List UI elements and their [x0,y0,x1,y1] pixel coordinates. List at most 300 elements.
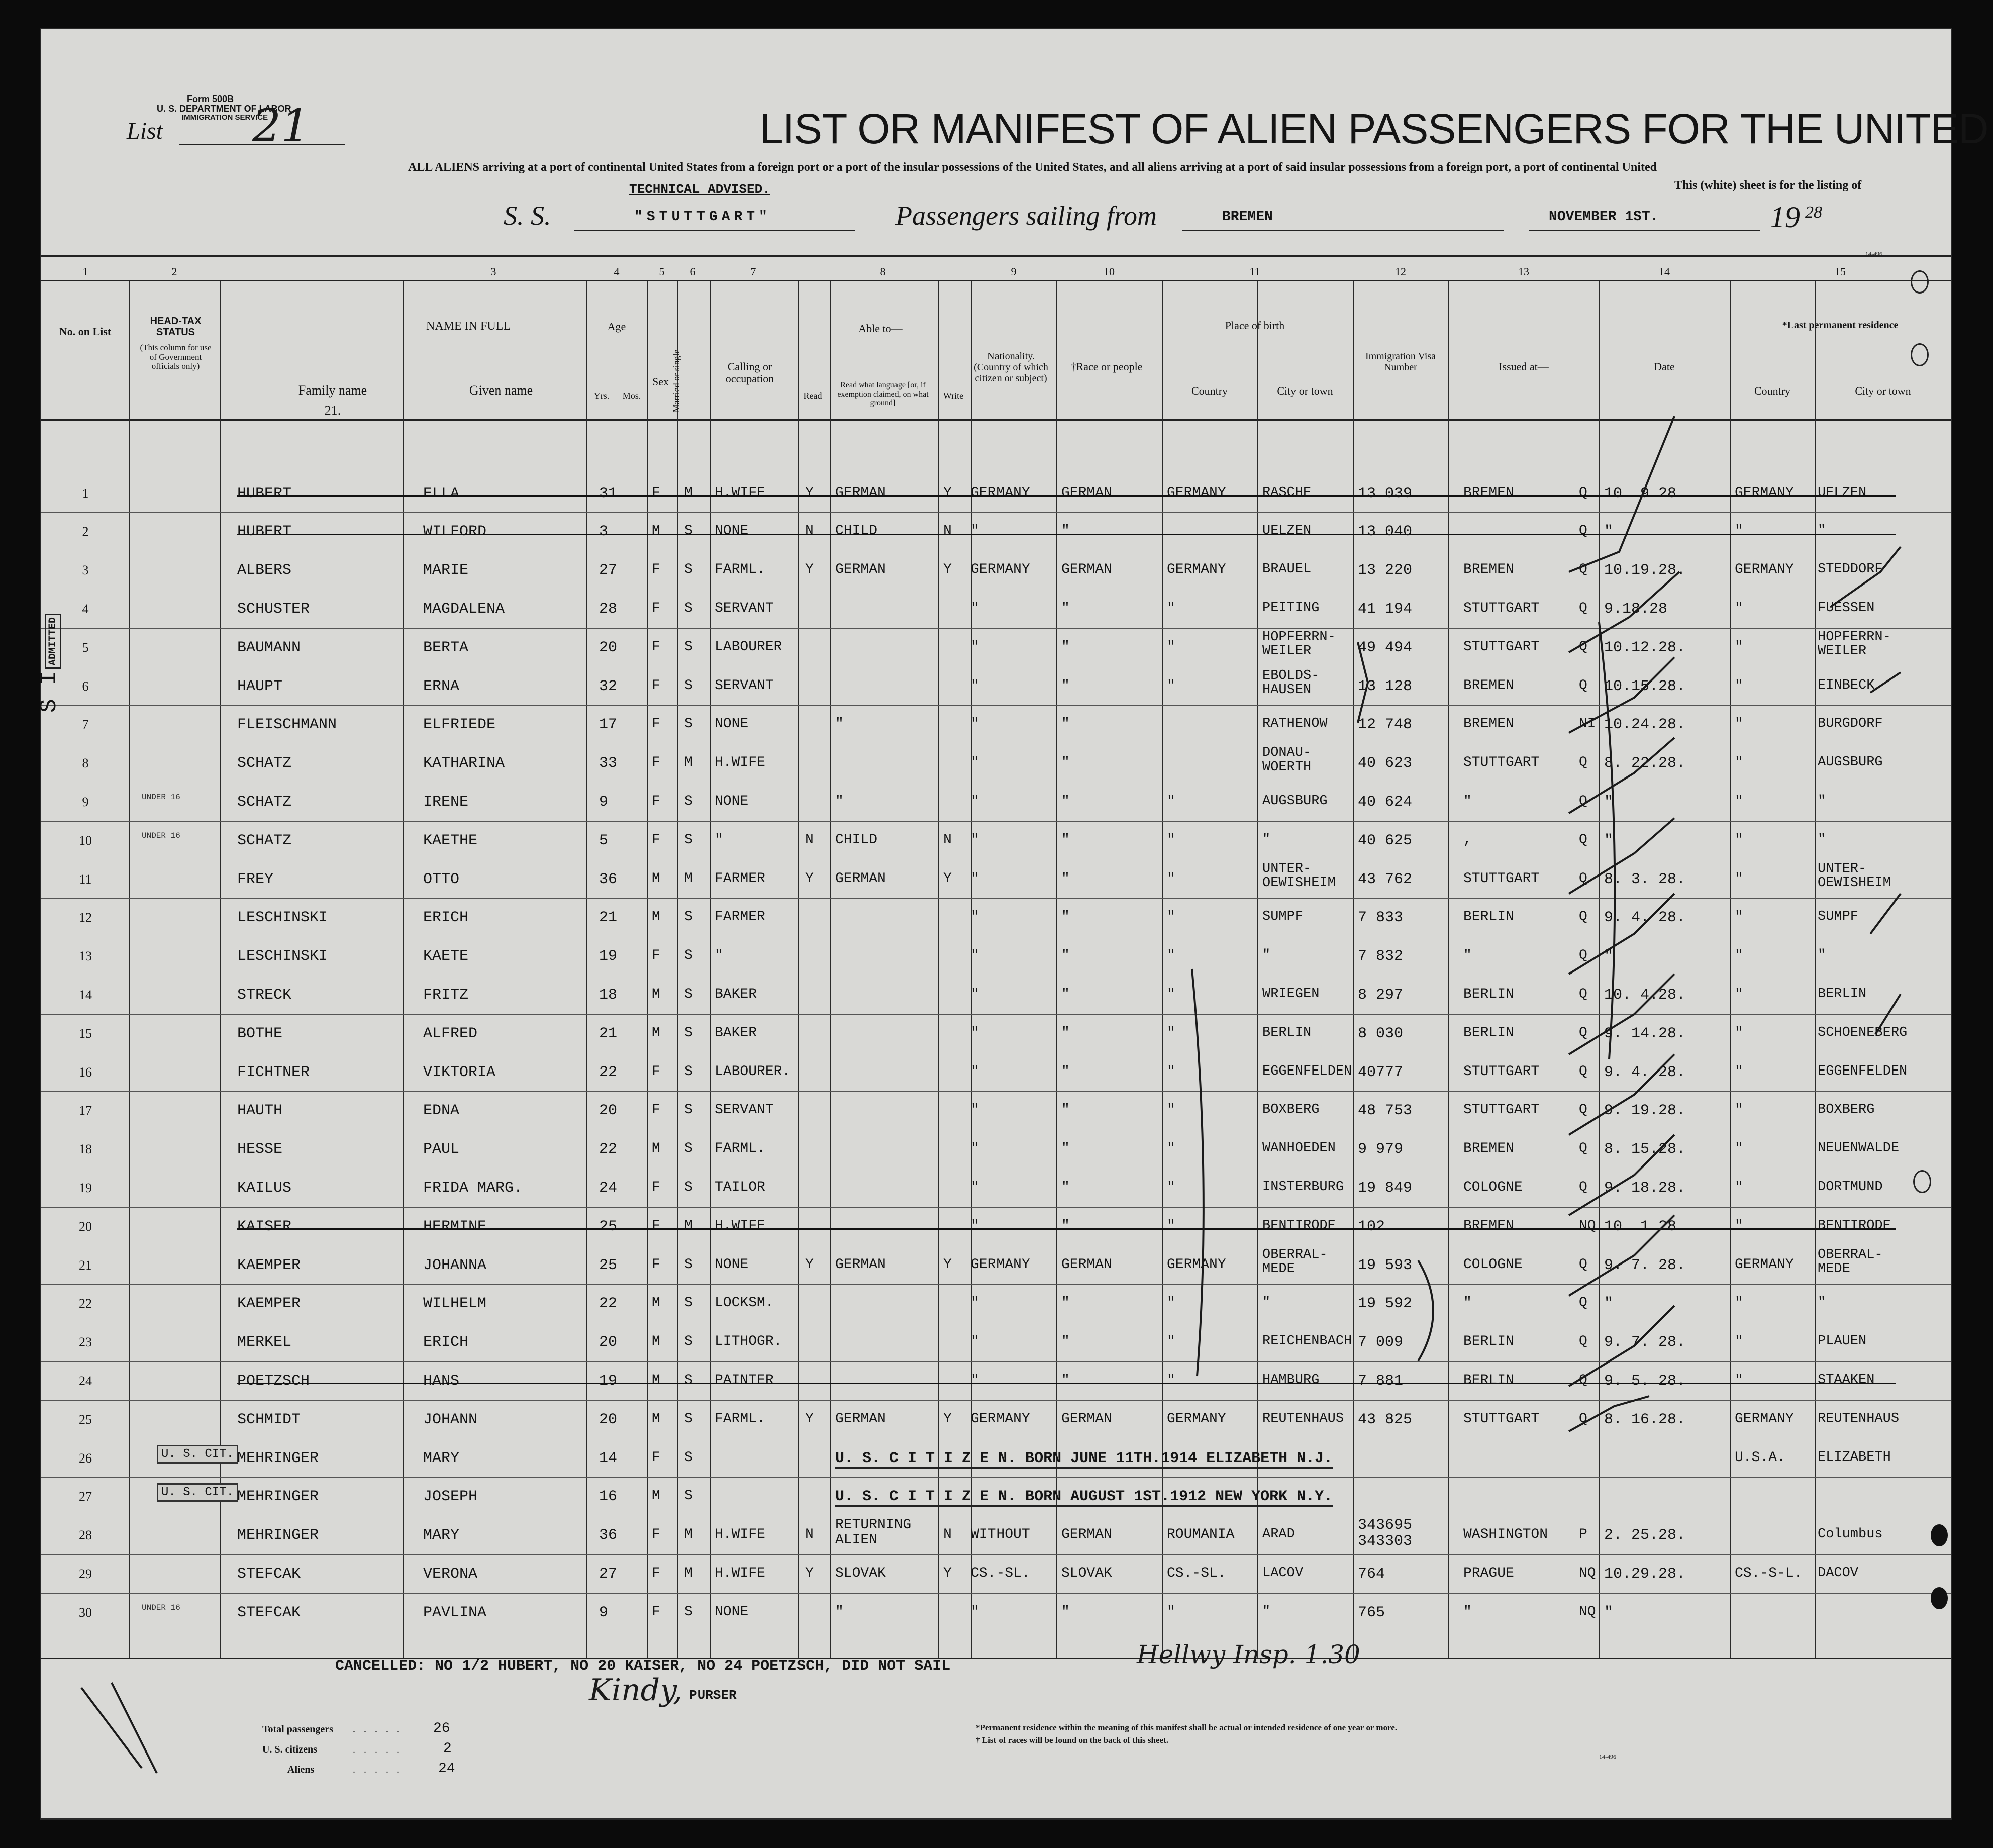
year-suffix: 28 [1805,203,1822,222]
cell-ms: S [684,639,693,655]
cell-ms: S [684,677,693,694]
cell-rcity: DORTMUND [1818,1180,1883,1195]
cell-age: 22 [599,1141,618,1158]
cell-family: ALBERS [237,562,292,579]
cell-visa: 8 030 [1358,1025,1404,1042]
cell-bcity: HAMBURG [1262,1373,1320,1388]
cell-family: STEFCAK [237,1604,301,1621]
cell-q: Q [1579,794,1587,809]
cell-visa: 7 881 [1358,1373,1404,1390]
cell-given: PAUL [423,1141,460,1158]
row-number: 18 [79,1142,92,1157]
cell-family: POETZSCH [237,1373,310,1390]
cell-date: 10. 1.28. [1604,1218,1686,1235]
cell-sex: F [652,601,660,616]
cell-nat: " [971,832,979,848]
cell-occ: " [715,832,723,848]
header-birth-city: City or town [1277,384,1333,397]
cell-date: 10.15.28. [1604,677,1686,695]
cell-bcountry: GERMANY [1167,1256,1226,1273]
column-number: 6 [690,265,696,278]
cell-rcountry: " [1735,1334,1743,1350]
cell-issued: STUTTGART [1463,870,1540,887]
cell-nat: " [971,523,979,539]
cell-issued: BERLIN [1463,1025,1514,1041]
cell-q: Q [1579,1102,1587,1118]
cell-visa: 19 592 [1358,1295,1413,1313]
cell-bcity: " [1262,1295,1271,1311]
cell-issued: " [1463,948,1472,964]
cell-age: 24 [599,1180,618,1197]
cell-rcity: " [1818,1295,1826,1311]
cell-ms: S [684,1256,693,1273]
cell-issued: BREMEN [1463,484,1514,501]
cell-rcity: SUMPF [1818,909,1859,925]
cell-sex: F [652,1063,660,1080]
cell-visa: 765 [1358,1604,1385,1621]
cell-nat: WITHOUT [971,1527,1030,1543]
cell-sex: M [652,1373,660,1388]
header-race: †Race or people [1070,360,1143,373]
cell-read: Y [805,484,814,501]
cell-visa: 48 753 [1358,1102,1413,1120]
cell-issued: WASHINGTON [1463,1527,1548,1543]
cell-family: HESSE [237,1141,283,1158]
column-number: 15 [1835,265,1846,278]
long-line-date [1599,622,1615,1059]
cell-family: LESCHINSKI [237,948,328,965]
subtitle-line-2: This (white) sheet is for the listing of [1674,179,1862,192]
cell-rcountry: " [1735,755,1743,771]
cell-race: GERMAN [1061,1527,1112,1543]
cell-date: " [1604,794,1614,811]
cell-age: 14 [599,1449,618,1467]
row-number: 20 [79,1219,92,1234]
cell-race: " [1061,639,1070,655]
row-number: 5 [82,640,89,655]
cell-issued: BREMEN [1463,1218,1514,1234]
cell-given: WILFORD [423,523,487,541]
check-stroke-10 [1569,1215,1674,1296]
cell-age: 19 [599,948,618,965]
cell-occ: LOCKSM. [715,1295,774,1311]
total-passengers-label: Total passengers [262,1724,333,1735]
cell-family: SCHATZ [237,794,292,811]
cell-ms: M [684,755,693,771]
header-calling: Calling or occupation [725,360,774,385]
cell-rcity: SCHOENEBERG [1818,1025,1908,1040]
cell-ms: S [684,832,693,848]
header-birth-country: Country [1191,384,1228,397]
aliens-value: 24 [438,1761,455,1777]
cell-bcity: BRAUEL [1262,562,1312,577]
cell-ms: S [684,1334,693,1350]
cell-rcountry: GERMANY [1735,562,1794,578]
cell-family: SCHATZ [237,755,292,772]
cell-sex: M [652,1025,660,1041]
cell-ms: S [684,794,693,809]
cell-family: KAEMPER [237,1295,301,1313]
cell-date: 9. 7. 28. [1604,1334,1686,1351]
cell-nat: GERMANY [971,484,1030,501]
cell-issued: STUTTGART [1463,601,1540,616]
row-number: 24 [79,1374,92,1388]
cell-given: ERNA [423,677,460,695]
cell-date: 8. 15.28. [1604,1141,1686,1158]
cell-bcity: ARAD [1262,1527,1295,1542]
header-family-name: Family name [298,383,367,398]
column-number: 12 [1395,265,1406,278]
cell-ms: S [684,1141,693,1157]
cell-rcountry: " [1735,1180,1743,1195]
cell-tax: UNDER 16 [142,793,180,802]
cell-nat: " [971,1025,979,1041]
manifest-title: LIST OR MANIFEST OF ALIEN PASSENGERS FOR THE UNITED [760,105,1988,152]
header-sex: Sex [652,375,669,388]
cell-occ: NONE [715,1604,749,1620]
check-stroke-4 [1569,738,1674,813]
cell-age: 36 [599,870,618,888]
cell-date: 2. 25.28. [1604,1527,1686,1544]
res-check-2 [1870,672,1901,693]
cell-q: Q [1579,832,1587,848]
row-number: 3 [82,563,89,578]
cell-race: " [1061,870,1070,887]
cell-family: SCHMIDT [237,1411,301,1428]
cell-read: Y [805,1566,814,1581]
subtitle-line-1: ALL ALIENS arriving at a port of continental United States from a foreign port or a port of the insular possessions of the United States, and all aliens arriving at a port of said insular possessions from a foreign port, a port of continental United [408,161,1657,174]
cell-occ: FARMER [715,909,765,925]
cell-write: N [943,523,952,539]
cell-race: " [1061,1334,1070,1350]
cell-given: KAETE [423,948,469,965]
cell-race: " [1061,677,1070,694]
cell-ms: S [684,562,693,578]
cell-bcity: " [1262,948,1271,963]
cell-occ: PAINTER [715,1373,774,1388]
cell-visa: 41 194 [1358,601,1413,618]
cell-nat: CS.-SL. [971,1566,1030,1581]
cell-bcountry: " [1167,909,1175,925]
citizen-note: U. S. C I T I Z E N. BORN AUGUST 1ST.1912 NEW YORK N.Y. [835,1488,1333,1507]
header-res-city: City or town [1855,384,1911,397]
cell-race: " [1061,1373,1070,1388]
cell-q: Q [1579,484,1587,501]
cell-given: JOSEPH [423,1488,478,1506]
list-number: 21 [252,100,310,152]
cell-given: MARY [423,1449,460,1467]
cell-rcountry: " [1735,1063,1743,1080]
row-number: 6 [82,678,89,694]
cell-write: Y [943,870,952,887]
cell-ms: S [684,716,693,732]
cell-race: GERMAN [1061,484,1112,501]
footnote-residence: *Permanent residence within the meaning of this manifest shall be actual or intended residence of one year or more. [976,1723,1398,1732]
cell-bcountry: " [1167,1295,1175,1311]
header-head-tax: HEAD-TAX STATUS [150,316,202,338]
cell-rcountry: " [1735,1102,1743,1118]
cell-age: 19 [599,1373,618,1390]
cell-given: ALFRED [423,1025,478,1042]
cell-age: 25 [599,1218,618,1235]
year-prefix: 19 [1770,201,1800,234]
cell-race: " [1061,601,1070,616]
cell-ms: S [684,909,693,925]
cell-q: NQ [1579,1604,1596,1620]
cell-given: EDNA [423,1102,460,1120]
cell-rcity: UELZEN [1818,484,1867,500]
cell-family: MEHRINGER [237,1488,319,1506]
cell-ms: S [684,601,693,616]
cell-occ: FARML. [715,1411,765,1427]
cell-race: GERMAN [1061,1411,1112,1427]
purser-signature: Kindy, [589,1673,683,1708]
cell-visa: 13 040 [1358,523,1413,541]
cell-rcity: " [1818,832,1826,847]
header-name-in-full: NAME IN FULL [426,320,511,333]
cell-write: N [943,1527,952,1543]
dots-3: . . . . . [353,1764,403,1775]
cell-q: NQ [1579,1218,1596,1234]
cell-bcity: LACOV [1262,1566,1304,1581]
column-number: 1 [82,265,88,278]
cell-sex: M [652,1141,660,1157]
cell-family: LESCHINSKI [237,909,328,927]
sailing-port: BREMEN [1222,209,1273,225]
cell-sex: M [652,1295,660,1311]
row-number: 4 [82,602,89,616]
cell-age: 20 [599,1411,618,1428]
cell-age: 21 [599,1025,618,1042]
cell-age: 32 [599,677,618,695]
admitted-prefix: S I [36,671,62,713]
cell-visa: 49 494 [1358,639,1413,656]
cell-visa: 13 128 [1358,677,1413,695]
header-read-language: Read what language [or, if exemption claimed, on what ground] [837,381,929,408]
cell-race: " [1061,948,1070,964]
cell-occ: NONE [715,1256,749,1273]
cell-date: 9. 7. 28. [1604,1256,1686,1274]
citizen-note: U. S. C I T I Z E N. BORN JUNE 11TH.1914 ELIZABETH N.J. [835,1450,1333,1469]
bracket-visa [1418,1260,1433,1361]
cell-sex: M [652,909,660,925]
cell-rcity: DACOV [1818,1566,1859,1581]
cell-date: " [1604,523,1614,541]
cell-sex: F [652,1604,660,1620]
cell-issued: BERLIN [1463,909,1514,925]
check-stroke-9 [1569,1135,1674,1215]
cell-issued: BREMEN [1463,562,1514,578]
cell-rcountry: " [1735,1218,1743,1234]
cell-nat: " [971,716,979,732]
cell-rcountry: " [1735,639,1743,655]
cell-bcity: BOXBERG [1262,1102,1320,1118]
cell-nat: " [971,909,979,925]
cell-nat: " [971,948,979,964]
cell-lang: GERMAN [835,1411,886,1427]
column-number: 8 [880,265,886,278]
cell-given: HANS [423,1373,460,1390]
cell-family: KAISER [237,1218,292,1235]
cell-age: 25 [599,1256,618,1274]
cell-date: " [1604,948,1614,965]
ss-label: S. S. [504,201,551,231]
cell-ms: S [684,1102,693,1118]
cell-family: KAILUS [237,1180,292,1197]
cell-rcountry: " [1735,832,1743,848]
cell-race: " [1061,1180,1070,1195]
sailing-label: Passengers sailing from [895,201,1157,231]
cell-lang: GERMAN [835,870,886,887]
cell-occ: H.WIFE [715,1218,765,1234]
cell-issued: PRAGUE [1463,1566,1514,1581]
cell-nat: GERMANY [971,1411,1030,1427]
cell-ms: S [684,987,693,1002]
row-number: 14 [79,988,92,1002]
cell-age: 28 [599,601,618,618]
cell-family: HUBERT [237,523,292,541]
cell-family: STRECK [237,987,292,1004]
cell-issued: " [1463,1295,1472,1311]
cell-visa: 40 623 [1358,755,1413,772]
cell-bcity: EBOLDS-HAUSEN [1262,668,1320,698]
cell-race: " [1061,1063,1070,1080]
cell-issued: BERLIN [1463,987,1514,1002]
cell-ms: S [684,948,693,964]
header-res-country: Country [1754,384,1791,397]
cell-date: 9. 19.28. [1604,1102,1686,1120]
cell-age: 33 [599,755,618,772]
cell-age: 20 [599,1334,618,1351]
row-number: 1 [82,485,89,501]
cell-bcountry: " [1167,794,1175,809]
cell-ms: S [684,1449,693,1466]
cell-date: 9. 4. 28. [1604,1063,1686,1081]
header-visa: Immigration Visa Number [1365,351,1436,373]
cell-race: " [1061,909,1070,925]
us-citizens-value: 2 [443,1741,452,1757]
cell-rcity: BENTIRODE [1818,1218,1891,1233]
cell-date: 9. 5. 28. [1604,1373,1686,1390]
cell-given: ELFRIEDE [423,716,496,734]
cell-age: 17 [599,716,618,734]
cell-visa: 7 009 [1358,1334,1404,1351]
cell-bcity: PEITING [1262,601,1320,616]
cell-sex: F [652,1180,660,1195]
cell-bcity: RASCHE [1262,484,1312,500]
row-number: 30 [79,1605,92,1620]
cell-rcity: AUGSBURG [1818,755,1883,770]
cell-bcountry: " [1167,677,1175,694]
cell-given: JOHANN [423,1411,478,1428]
cell-bcountry: " [1167,987,1175,1002]
inspector-signature: Hellwy Insp. 1.30 [1137,1640,1360,1669]
cell-bcity: REICHENBACH [1262,1334,1352,1349]
cell-bcity: REUTENHAUS [1262,1411,1344,1426]
column-number: 5 [659,265,665,278]
sailing-date: NOVEMBER 1ST. [1549,209,1659,225]
manifest-sheet [36,29,1988,1818]
cell-nat: " [971,1334,979,1350]
cell-tax: U. S. CIT. [157,1483,238,1502]
cell-family: SCHATZ [237,832,292,849]
cell-age: 31 [599,484,618,502]
cell-race: " [1061,1025,1070,1041]
cell-ms: S [684,1063,693,1080]
cell-rcountry: " [1735,601,1743,616]
cell-occ: SERVANT [715,601,774,616]
cell-race: " [1061,1295,1070,1311]
cell-rcountry: " [1735,716,1743,732]
cell-date: 8. 22.28. [1604,755,1686,772]
cell-bcountry: " [1167,1604,1175,1620]
cell-family: FREY [237,870,274,888]
cell-date: 10.29.28. [1604,1566,1686,1583]
cell-sex: F [652,639,660,655]
check-stroke-8 [1569,1054,1674,1135]
footnote-races: † List of races will be found on the back of this sheet. [976,1735,1168,1745]
long-line-birth [1192,969,1204,1376]
cell-lang: " [835,716,844,732]
cell-rcity: " [1818,948,1826,963]
cell-issued: BREMEN [1463,716,1514,732]
cell-nat: " [971,755,979,771]
cell-nat: " [971,639,979,655]
row-number: 15 [79,1026,92,1041]
header-married: Married or single [671,349,682,413]
row-number: 13 [79,949,92,964]
cell-sex: F [652,1256,660,1273]
cell-issued: BREMEN [1463,677,1514,694]
cell-rcity: ELIZABETH [1818,1449,1891,1465]
cell-q: Q [1579,1334,1587,1350]
header-given-name: Given name [469,383,533,398]
header-read: Read [803,391,822,401]
column-number: 9 [1011,265,1017,278]
cell-nat: GERMANY [971,562,1030,578]
cell-rcountry: " [1735,1373,1743,1388]
header-able-to: Able to— [858,322,903,335]
cell-date: 9. 18.28. [1604,1180,1686,1197]
cell-write: N [943,832,952,848]
cell-q: Q [1579,1295,1587,1311]
cell-q: Q [1579,755,1587,771]
cell-rcountry: " [1735,677,1743,694]
cell-sex: F [652,755,660,771]
cell-race: " [1061,794,1070,809]
cell-visa: 343695 343303 [1358,1517,1413,1550]
header-head-tax-note: (This column for use of Government officials only) [140,343,212,371]
department-name: U. S. DEPARTMENT OF LABOR [157,103,291,114]
cell-occ: NONE [715,716,749,732]
cell-given: PAVLINA [423,1604,487,1621]
header-family-number: 21. [324,403,341,418]
cell-given: VIKTORIA [423,1063,496,1081]
cell-issued: BERLIN [1463,1373,1514,1388]
us-citizens-label: U. S. citizens [262,1744,317,1755]
cell-bcountry: CS.-SL. [1167,1566,1226,1581]
header-nationality: Nationality. (Country of which citizen or subject) [974,351,1048,384]
cell-lang: RETURNING ALIEN [835,1517,912,1548]
cell-ms: M [684,1218,693,1234]
cell-lang: SLOVAK [835,1566,886,1581]
cell-visa: 40 625 [1358,832,1413,849]
cell-age: 20 [599,1102,618,1120]
cell-family: SCHUSTER [237,601,310,618]
header-last-residence: *Last permanent residence [1782,320,1899,331]
cell-family: HAUPT [237,677,283,695]
cell-given: FRIDA MARG. [423,1180,523,1197]
